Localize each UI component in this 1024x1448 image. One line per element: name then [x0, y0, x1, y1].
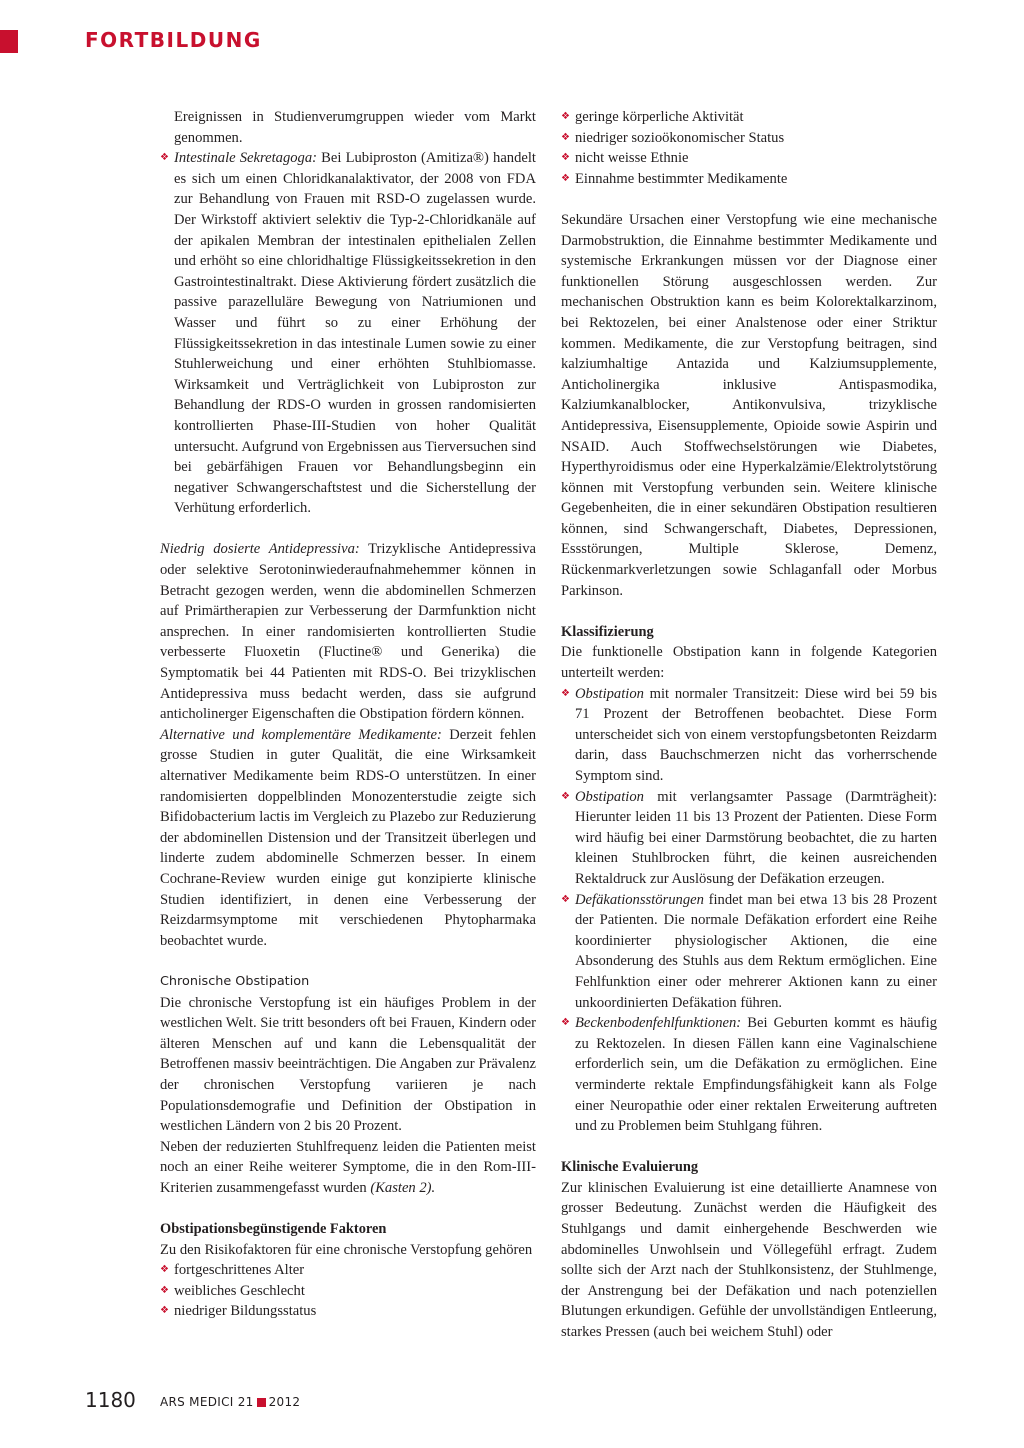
paragraph [160, 725, 536, 952]
paragraph: Die funktionelle Obstipation kann in folgende Kategorien unterteilt werden: [561, 644, 937, 682]
paragraph [160, 1137, 536, 1199]
header-accent-block [0, 30, 18, 53]
bullet-lead: Intestinale Sekretagoga: [174, 150, 318, 167]
separator-square-icon [257, 1398, 266, 1407]
journal-name: ARS MEDICI 21 [160, 1395, 254, 1409]
bullet-item: ❖ niedriger sozioökonomischer Status [561, 128, 937, 149]
bullet-item: ❖ fortgeschrittenes Alter [160, 1260, 536, 1281]
bullet-text: Bei Lubiproston (Amitiza®) handelt es sich um einen Chloridkanalaktivator, der 2008 von FDA zur Behandlung von Frauen mit RSD-O zugelassen wurde. Der Wirkstoff aktiviert selektiv die Typ-2-Chloridkanäle auf der apikalen Membran der intestinalen epithelialen Zellen und erhöht so eine chloridhaltige Flüssigkeitssekretion in den Gastrointestinaltrakt. Diese Aktivierung fördert zusätzlich die passive parazelluläre Bewegung von Natriumionen und Wasser und führt so zu einer Erhöhung der Flüssigkeitssekretion in das intestinale Lumen sowie zu einer Stuhlerweichung und einer erhöhten Stuhlbiomasse. Wirksamkeit und Verträglichkeit von Lubiproston zur Behandlung der RDS-O wurden in grossen randomisierten kontrollierten Phase-III-Studien von hoher Qualität untersucht. Aufgrund von Ergebnissen aus Tierversuchen sind bei gebärfähigen Frauen vor Behandlungsbeginn ein negativer Schwangerschaftstest und die Sicherstellung der Verhütung erforderlich. [174, 150, 536, 517]
paragraph-text: Neben der reduzierten Stuhlfrequenz leiden die Patienten meist noch an einer Reihe weiterer Symptome, die in den Rom-III-Kriterien zusammengefasst wurden [160, 1138, 536, 1196]
bullet-item [561, 684, 937, 787]
section-heading: Chronische Obstipation [160, 973, 310, 989]
bullet-item: ❖ weibliches Geschlecht [160, 1281, 536, 1302]
section-heading: Klassifizierung [561, 623, 654, 640]
bullet-item: ❖ Einnahme bestimmter Medikamente [561, 169, 937, 190]
bullet-item [561, 787, 937, 890]
paragraph [160, 539, 536, 724]
bullet-item [561, 890, 937, 1014]
journal-year: 2012 [268, 1395, 301, 1409]
paragraph: Ereignissen in Studienverumgruppen wieder vom Markt genommen. [174, 109, 536, 146]
bullet-item [561, 1013, 937, 1137]
bullet-text: mit verlangsamter Passage (Darmträgheit): Hierunter leiden 11 bis 13 Prozent der Patienten. Diese Form wird häufig bei einer Darmstörung beobachtet, die zu harten kleinen Stuhlbrocken führt, die keinen ausreichenden Rektaldruck zur Auslösung der Defäkation erzeugen. [575, 788, 937, 887]
paragraph-text: Derzeit fehlen grosse Studien in guter Qualität, die eine Wirksamkeit alternativer Medikamente beim RDS-O unterstützen. In einer randomisierten doppelblinden Monozenterstudie zeigte sich Bifidobacterium lactis im Vergleich zu Plazebo zur Reduzierung der abdominellen Distension und der Transitzeit überlegen und linderte zudem abdominelle Schmerzen besser. In einem Cochrane-Review wurden einige gut konzipierte klinische Studien identifiziert, in denen eine Verbesserung der Reizdarmsymptome mit verschiedenen Phytopharmaka beobachtet wurde. [160, 726, 537, 949]
paragraph-lead: Alternative und komplementäre Medikamente: [160, 726, 442, 743]
bullet-text: findet man bei etwa 13 bis 28 Prozent der Patienten. Die normale Defäkation erfordert eine Reihe koordinierter physiologischer Aktionen, die eine Absonderung des Stuhls aus dem Rektum ermöglichen. Eine Fehlfunktion einer oder mehrerer Aktionen kann zu einer unkoordinierten Defäkation führen. [575, 891, 937, 1011]
box-reference: (Kasten 2). [370, 1179, 436, 1196]
bullet-item: ❖ niedriger Bildungsstatus [160, 1301, 536, 1322]
paragraph-lead: Niedrig dosierte Antidepressiva: [160, 541, 360, 558]
section-title: FORTBILDUNG [85, 28, 262, 52]
bullet-item: ❖ nicht weisse Ethnie [561, 148, 937, 169]
bullet-text: Bei Geburten kommt es häufig zu Rektozelen. In diesen Fällen kann eine Vaginalschiene erforderlich sein, um die Defäkation zu ermöglichen. Eine verminderte rektale Empfindungsfähigkeit kann als Folge einer Neuropathie oder einer rektalen Erweiterung auftreten und zu Problemen beim Stuhlgang führen. [575, 1015, 937, 1135]
bullet-lead: Obstipation [575, 788, 644, 805]
bullet-lead: Obstipation [575, 685, 644, 702]
paragraph: Zu den Risikofaktoren für eine chronische Verstopfung gehören [160, 1241, 533, 1258]
paragraph: Zur klinischen Evaluierung ist eine detaillierte Anamnese von grosser Bedeutung. Zunächst werden die Häufigkeit des Stuhlgangs und damit einhergehende Beschwerden wie abdominelles Unwohlsein und Völlegefühl erfragt. Zudem sollte sich der Arzt nach der Stuhlkonsistenz, der Stuhlmenge, der Anstrengung bei der Defäkation und nach potenziellen Blutungen erkundigen. Gefühle der unvollständigen Entleerung, starkes Pressen (auch bei weichem Stuhl) oder [561, 1179, 937, 1341]
paragraph: Die chronische Verstopfung ist ein häufiges Problem in der westlichen Welt. Sie tritt besonders oft bei Frauen, Kindern oder älteren Menschen auf und kann die Lebensqualität der Betroffenen massiv beeinträchtigen. Die Angaben zur Prävalenz der chronischen Verstopfung variieren je nach Populationsdemografie und Definition der Obstipation in westlichen Ländern von 2 bis 20 Prozent. [160, 994, 536, 1135]
bullet-item [160, 148, 536, 519]
bullet-lead: Defäkationsstörungen [575, 891, 704, 908]
bullet-lead: Beckenbodenfehlfunktionen: [575, 1015, 742, 1032]
right-column [561, 107, 937, 1343]
section-heading: Klinische Evaluierung [561, 1159, 699, 1176]
section-heading: Obstipationsbegünstigende Faktoren [160, 1221, 387, 1238]
page-number: 1180 [85, 1388, 136, 1412]
journal-info [160, 1394, 300, 1410]
bullet-item: ❖ geringe körperliche Aktivität [561, 107, 937, 128]
paragraph: Sekundäre Ursachen einer Verstopfung wie eine mechanische Darmobstruktion, die Einnahme bestimmter Medikamente und systemische Erkrankungen müssen vor der Diagnose einer funktionellen Störung ausgeschlossen werden. Zur mechanischen Obstruktion kann es beim Kolorektalkarzinom, bei Rektozelen, bei einer Analstenose oder einer Striktur kommen. Medikamente, die zur Verstopfung beitragen, sind kalziumhaltige Antazida und Kalziumsupplemente, Anticholinergika inklusive Antispasmodika, Kalziumkanalblocker, Antikonvulsiva, trizyklische Antidepressiva, Eisensupplemente, Opioide sowie Aspirin und NSAID. Auch Stoffwechselstörungen wie Diabetes, Hyperthyroidismus oder eine Hyperkalzämie/Elektrolytstörung können mit Verstopfung verbunden sein. Weitere klinische Gegebenheiten, die in einer sekundären Obstipation resultieren können, sind Schwangerschaft, Diabetes, Depressionen, Essstörungen, Multiple Sklerose, Demenz, Rückenmarkverletzungen sowie Schlaganfall oder Morbus Parkinson. [561, 211, 937, 599]
left-column [160, 107, 536, 1322]
bullet-text: mit normaler Transitzeit: Diese wird bei 59 bis 71 Prozent der Betroffenen beobachtet. Diese Form unterscheidet sich von einem verstopfungsbetonten Reizdarm darin, dass Bauchschmerzen nicht das vorherrschende Symptom sind. [575, 685, 937, 784]
paragraph-text: Trizyklische Antidepressiva oder selektive Serotoninwiederaufnahmehemmer können in Betracht gezogen werden, wenn die abdominellen Schmerzen auf Primärtherapien zur Verbesserung der Darmfunktion nicht ansprechen. In einer randomisierten kontrollierten Studie verbesserte Fluoxetin (Fluctine® und Generika) die Symptomatik bei 44 Patienten mit RDS-O. Bei trizyklischen Antidepressiva muss bedacht werden, dass sie aufgrund anticholinerger Eigenschaften die Obstipation fördern können. [160, 541, 536, 723]
